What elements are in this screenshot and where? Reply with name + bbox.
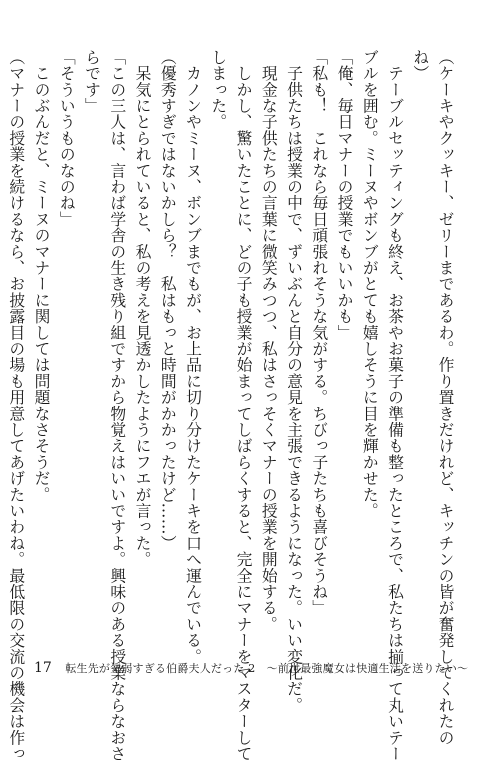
text-line: ね） bbox=[410, 49, 430, 82]
running-title: 転生先が気弱すぎる伯爵夫人だった 2 ～前世最強魔女は快適生活を送りたい～ bbox=[65, 662, 469, 675]
text-line: 「そういうものなのね」 bbox=[57, 49, 77, 228]
text-line: 「私も！ これなら毎日頑張れそうな気がする。ちびっ子たちも喜びそうね」 bbox=[309, 49, 329, 616]
text-line: ブルを囲む。ミーヌやボンブがとても嬉しそうに目を輝かせた。 bbox=[360, 49, 380, 519]
text-line: （マナーの授業を続けるなら、お披露目の場も用意してあげたいわね。最低限の交流の機会は作っ bbox=[6, 49, 26, 762]
text-line: カノンやミーヌ、ボンブまでもが、お上品に切り分けたケーキを口へ運んでいる。 bbox=[183, 49, 203, 665]
text-line: テーブルセッティングも終え、お茶やお菓子の準備も整ったところで、私たちは揃って丸いテー bbox=[385, 49, 405, 762]
text-line: しまった。 bbox=[208, 49, 228, 130]
page-footer bbox=[34, 660, 474, 680]
text-line: （ケーキやクッキー、ゼリーまであるわ。作り置きだけれど、キッチンの皆が奮発してくれたの bbox=[436, 49, 455, 746]
page-number: 17 bbox=[34, 660, 52, 676]
text-line: 呆気にとられていると、私の考えを見透かしたようにフエが言った。 bbox=[133, 49, 152, 568]
text-line: しかし、驚いたことに、どの子も授業が始まってしばらくすると、完全にマナーをマスターして bbox=[234, 49, 253, 762]
text-line: このぶんだと、ミーヌのマナーに関しては問題なさそうだ。 bbox=[32, 49, 51, 503]
text-line: 現金な子供たちの言葉に微笑みつつ、私はさっそくマナーの授業を開始する。 bbox=[259, 49, 279, 633]
text-line: 子供たちは授業の中で、ずいぶんと自分の意見を主張できるようになった。いい変化だ。 bbox=[284, 49, 304, 714]
text-line: らです」 bbox=[82, 49, 102, 114]
text-line: 「俺、毎日マナーの授業でもいいかも」 bbox=[335, 49, 354, 341]
text-line: （優秀すぎではないかしら？ 私はもっと時間がかかったけど……） bbox=[158, 49, 178, 552]
text-line: 「この三人は、言わば学舎の生き残り組ですから物覚えはいいですよ。興味のある授業ならなおさ bbox=[107, 49, 127, 762]
